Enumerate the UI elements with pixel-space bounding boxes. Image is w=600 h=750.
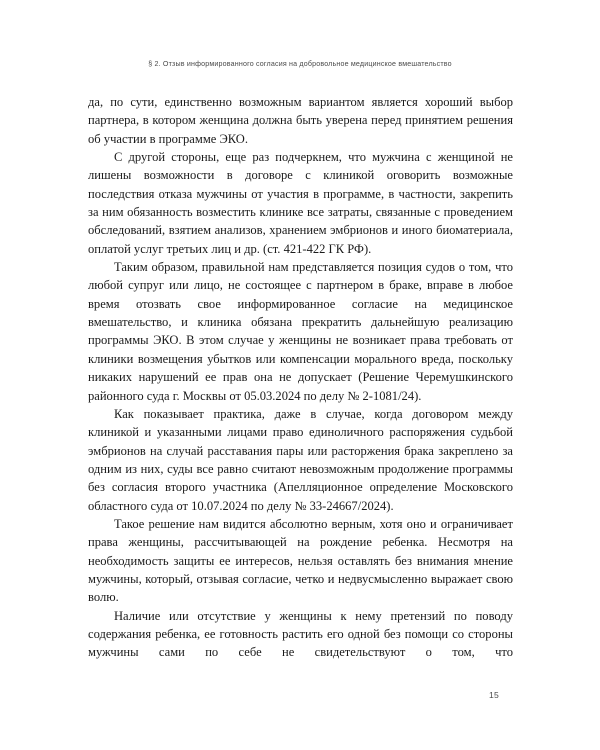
paragraph: Таким образом, правильной нам представляется позиция судов о том, что любой супруг или лицо, не состоящее с партнером в браке, вправе в любое время отозвать свое информированное согласие на медицинское вмешательство, и клиника обязана прекратить дальнейшую реализацию программы ЭКО. В этом случае у женщины не возникает права требовать от клиники возмещения убытков или компенсации морального вреда, поскольку никаких нарушений ее прав она не допускает (Решение Черемушкинского районного суда г. Москвы от 05.03.2024 по делу № 2-1081/24). — [88, 260, 513, 403]
body-text-block — [88, 93, 513, 662]
running-head: § 2. Отзыв информированного согласия на добровольное медицинское вмешательство — [148, 60, 452, 68]
paragraph: Наличие или отсутствие у женщины к нему претензий по поводу содержания ребенка, ее готовность растить его одной без помощи со стороны мужчины сами по себе не свидетельствуют о том, что — [88, 608, 513, 660]
paragraph: С другой стороны, еще раз подчеркнем, что мужчина с женщиной не лишены возможности в договоре с клиникой оговорить возможные последствия отказа мужчины от участия в программе, в частности, закрепить за ним обязанность возместить клинике все затраты, связанные с проведением обследований, взятием анализов, хранением эмбрионов и иного биоматериала, оплатой услуг третьих лиц и др. (ст. 421-422 ГК РФ). — [88, 150, 513, 256]
paragraph: Как показывает практика, даже в случае, когда договором между клиникой и указанными лицами право единоличного распоряжения судьбой эмбрионов на случай расставания пары или расторжения брака закреплено за одним из них, суды все равно считают невозможным продолжение программы без согласия второго участника (Апелляционное определение Московского областного суда от 10.07.2024 по делу № 33-24667/2024). — [88, 406, 513, 513]
paragraph: да, по сути, единственно возможным вариантом является хороший выбор партнера, в котором женщина должна быть уверена перед принятием решения об участии в программе ЭКО. — [88, 95, 513, 146]
page-number: 15 — [489, 690, 499, 700]
paragraph: Такое решение нам видится абсолютно верным, хотя оно и ограничивает права женщины, рассчитывающей на рождение ребенка. Несмотря на необходимость защиты ее интересов, нельзя оставлять без внимания мнение мужчины, который, отзывая согласие, четко и недвусмысленно выражает свою волю. — [88, 516, 513, 605]
